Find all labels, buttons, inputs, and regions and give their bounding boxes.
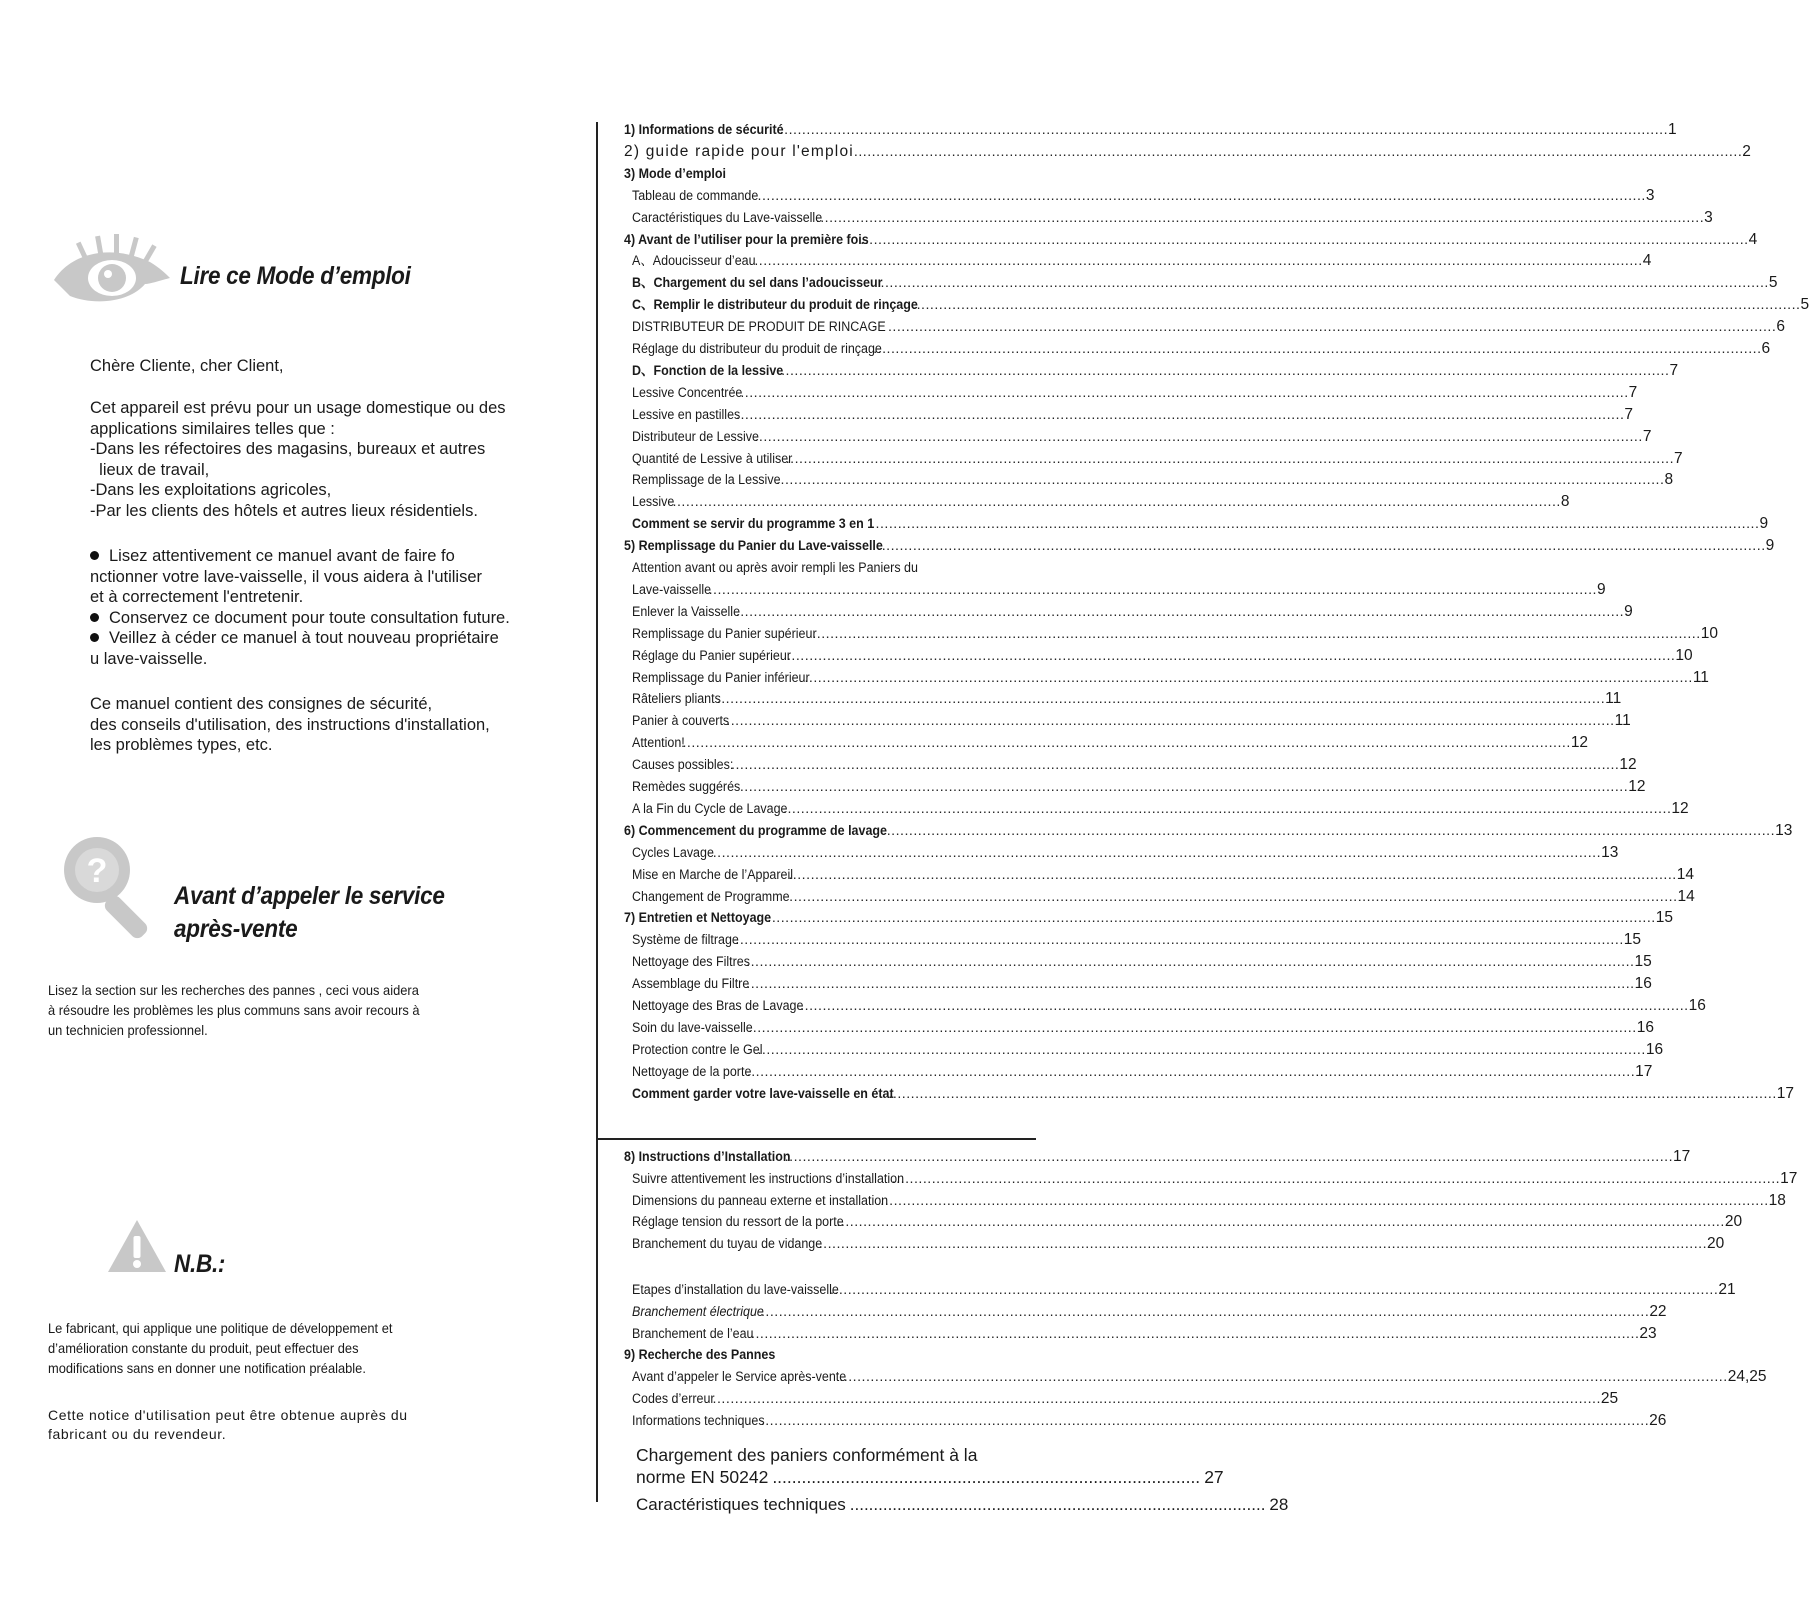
toc-entry-label: Lessive Concentrée [632,384,743,401]
toc-entry-page: 21 [1718,1281,1736,1298]
toc-entry [632,401,1634,423]
contents-line: Ce manuel contient des consignes de sécurité, [90,695,433,713]
toc-entry-page: 12 [1671,799,1689,817]
toc-leader-dots: ........................................................................................................................................................................................................ [873,341,1762,357]
toc-entry-page: 20 [1724,1213,1743,1231]
toc-entry-label: Codes d’erreur [632,1391,715,1407]
toc-entry-page: 16 [1645,1040,1664,1058]
nb-paragraph [48,1318,422,1378]
toc-entry [632,313,1785,336]
eye-icon [50,232,175,312]
toc-entry-page: 14 [1677,887,1695,905]
toc-entry-page: 8 [1560,493,1570,511]
toc-entry-page: 6 [1761,340,1771,357]
toc-entry [632,707,1631,730]
toc-entry [632,510,1769,533]
toc-entry-page: 13 [1775,821,1793,839]
toc-entry [632,1385,1619,1407]
toc-entry [632,379,1638,401]
bullet-dot-icon [90,633,99,642]
toc-entry-label: A la Fin du Cycle de Lavage [632,800,788,817]
toc-entry-label: Réglage du distributeur du produit de rinçage [632,341,882,357]
toc-entry [632,247,1652,270]
toc-entry-page: 9 [1765,537,1775,555]
toc-entry-page: 12 [1619,756,1637,774]
toc-entry-page: 17 [1776,1084,1795,1102]
toc-leader-dots: ........................................................................................................................................................................................................ [751,1325,1640,1342]
toc-entry-label: 2) guide rapide pour l'emploi [624,142,854,160]
toc-entry-page: 7 [1628,383,1638,401]
toc-entry-page: 10 [1700,624,1718,642]
toc-entry-label: Lessive en pastilles [632,406,741,423]
toc-final-row: norme EN 50242 ........................................................................................ 27 [636,1467,1224,1487]
toc-leader-dots: ........................................................................................................................................................................................................ [748,1019,1637,1036]
toc-entry-label: Nettoyage de la porte [632,1063,752,1080]
toc-leader-dots: ........................................................................................................................................................................................................ [735,603,1625,620]
toc-entry-label: Avant d’appeler le Service après-vente [632,1369,847,1386]
toc-entry-label: Réglage du Panier supérieur [632,647,791,664]
toc-leader-dots: ........................................................................................................................................................................................................ [754,428,1643,445]
bullet-dot-icon [90,613,99,622]
toc-entry [632,861,1694,883]
toc-leader-dots: ........................................................................................................................................................................................................ [757,1041,1646,1058]
toc-entry [632,1320,1657,1342]
toc-leader-dots: ........................................................................................................................................................................................................ [731,757,1620,774]
toc-entry-page: 5 [1768,274,1778,292]
toc-leader-dots: ........................................................................................................................................................................................................ [818,1236,1708,1253]
toc-entry-label: Mise en Marche de l’Appareil [632,866,793,883]
toc-leader-dots: ........................................................................................................................................................................................................ [779,122,1669,138]
toc-entry [624,1143,1691,1165]
toc-section-3 [624,1276,1767,1436]
toc-entry-page: 15 [1634,953,1652,971]
toc-entry-page: 17 [1780,1169,1798,1187]
toc-entry [624,116,1677,138]
toc-entry-label: Remplissage du Panier supérieur [632,625,817,642]
toc-entry [632,576,1606,598]
contents-line: les problèmes types, etc. [90,736,273,754]
toc-entry-page: 7 [1624,405,1634,423]
intro-line: -Dans les réfectoires des magasins, bureaux et autres [90,440,486,458]
toc-leader-dots: ........................................................................................................................................................................................................ [726,713,1615,730]
toc-entry [632,1165,1798,1187]
toc-entry-page: 9 [1624,602,1633,620]
toc-leader-dots: ........................................................................................................................................................................................................ [887,319,1777,336]
toc-entry [632,1036,1664,1058]
toc-entry-page: 13 [1601,843,1619,861]
toc-final-page: 28 [1269,1495,1289,1514]
toc-leader-dots: ........................................................................................................................................................................................................ [712,844,1602,861]
toc-entry [632,466,1674,489]
toc-entry-page: 17 [1635,1062,1653,1080]
toc-entry-page: 7 [1642,427,1652,445]
toc-leader-dots: ........................................................................................................................................................................................................ [839,1369,1728,1386]
toc-entry-label: Etapes d’installation du lave-vaisselle [632,1282,839,1298]
toc-entry-page: 6 [1776,318,1785,336]
toc-entry-page: 3 [1645,186,1655,204]
toc-leader-dots: ........................................................................................................................................................................................................ [682,735,1571,752]
toc-entry-page: 11 [1692,668,1709,686]
toc-entry-label: Changement de Programme [632,888,790,905]
toc-leader-dots: ........................................................................................................................................................................................................ [886,822,1776,839]
toc-entry-label: Dimensions du panneau externe et installation [632,1192,889,1209]
toc-entry [632,269,1778,292]
toc-leader-dots: ........................................................................................................................................................................................................ [739,779,1629,795]
toc-leader-dots: ........................................................................................................................................................................................................ [785,450,1675,467]
toc-entry-label: Râteliers pliants [632,691,721,708]
toc-leader-dots: ........................................................................................................................................................................................................ [789,888,1678,905]
toc-entry-page: 9 [1759,515,1769,533]
toc-entry [632,1276,1736,1298]
toc-leader-dots: ........................................................................................................................................................................................................ [746,976,1635,993]
service-line: Lisez la section sur les recherches des pannes , ceci vous aidera [48,982,419,998]
toc-entry-page: 26 [1649,1411,1667,1429]
toc-entry [624,138,1751,160]
toc-leader-dots: ........................................................................................................................................................................................................ [672,494,1561,511]
toc-entry-page: 10 [1675,646,1693,664]
toc-entry-page: 20 [1707,1235,1725,1253]
toc-entry [624,1341,1042,1363]
toc-entry-label: Attention avant ou après avoir rempli les Paniers du [632,560,918,576]
service-title-line2: après-vente [174,915,298,943]
toc-entry-page: 7 [1674,449,1683,467]
toc-entry [632,554,1042,576]
toc-entry-label: Système de filtrage [632,932,739,949]
intro-line: lieux de travail, [90,460,210,479]
toc-leader-dots: ........................................................................................................................................................................................................ [712,1391,1601,1407]
contents-paragraph [90,694,490,756]
toc-leader-dots: ........................................................................................................................................................................................................ [708,581,1597,598]
nb-line: modifications sans en donner une notification préalable. [48,1360,366,1376]
toc-entry-label: Cycles Lavage [632,844,714,861]
toc-leader-dots: ........................................................................................................................................................................................................ [776,472,1665,489]
toc-entry [632,948,1652,971]
toc-entry-page: 3 [1704,208,1713,226]
toc-entry-label: Soin du lave-vaisselle [632,1019,753,1036]
toc-entry-label: Causes possibles: [632,757,734,774]
toc-final-row: Caractéristiques techniques ........................................................................................ 28 [636,1495,1289,1514]
toc-entry-label: 7) Entretien et Nettoyage [624,910,772,927]
toc-leader-dots: ........................................................................................................................................................................................................ [880,1192,1769,1209]
toc-entry-page: 7 [1669,361,1679,379]
toc-entry-label: Réglage tension du ressort de la porte [632,1214,844,1231]
toc-leader-dots: ........................................................................................................................................................................................................ [781,362,1670,379]
toc-entry [632,1014,1654,1036]
toc-leader-dots: ........................................................................................................................................................................................................ [912,297,1801,314]
toc-entry-label: DISTRIBUTEUR DE PRODUIT DE RINCAGE [632,319,886,336]
toc-entry [624,532,1775,555]
intro-paragraph [90,398,506,521]
toc-entry-label: Branchement du tuyau de vidange [632,1236,823,1253]
toc-entry [632,685,1622,708]
toc-leader-dots: ........................................................................................................................................................................................................ [829,1282,1719,1298]
toc-final-line1: Chargement des paniers conformément à la [636,1445,978,1465]
toc-leader-dots: ........................................................................................................................................................................................................ [788,866,1677,883]
toc-entry [632,1058,1653,1080]
toc-leader-dots: ........................................................................................................................................................................................................ [812,625,1701,642]
toc-entry-label: 5) Remplissage du Panier du Lave-vaisselle [624,538,883,555]
toc-entry-page: 18 [1768,1191,1786,1209]
toc-leader-dots: ........................................................................................................................................................................................................ [754,253,1643,270]
toc-leader-dots: ........................................................................................................................................................................................................ [860,231,1749,248]
intro-line: Cet appareil est prévu pour un usage domestique ou des [90,399,506,417]
toc-entry-page: 25 [1600,1390,1619,1407]
contents-line: des conseils d'utilisation, des instructions d'installation, [90,715,490,734]
toc-entry [632,1407,1667,1429]
toc-leader-dots: ........................................................................................................................................................................................................ [783,800,1672,817]
toc-entry-page: 12 [1628,778,1646,795]
toc-leader-dots: ........................................................................................................................................................................................................ [891,1170,1781,1187]
toc-entry [632,204,1713,226]
toc-entry [632,642,1693,664]
toc-vertical-rule-bottom [596,1138,598,1502]
toc-entry [632,729,1589,752]
toc-entry-label: C、Remplir le distributeur du produit de rinçage [632,297,918,314]
toc-leader-dots: ........................................................................................................................................................................................................ [716,691,1606,708]
toc-leader-dots: ........................................................................................................................................................................................................ [767,910,1656,927]
toc-entry-label: D、Fonction de la lessive [632,362,784,379]
toc-entry-page: 23 [1639,1324,1657,1342]
toc-entry-label: Remplissage de la Lessive [632,472,781,489]
toc-leader-dots: ........................................................................................................................................................................................................ [888,1085,1777,1102]
toc-entry [624,817,1793,839]
service-title-line1: Avant d’appeler le service [174,882,445,910]
toc-final-block [636,1444,1289,1516]
toc-entry-label: A、Adoucisseur d’eau [632,253,756,270]
toc-entry [632,1363,1767,1386]
toc-entry-label: Remèdes suggérés [632,779,741,795]
toc-entry [632,992,1706,1014]
toc-final-page: 27 [1204,1467,1224,1487]
toc-leader-dots: ........................................................................................................................................................................................................ [735,932,1624,949]
toc-entry [624,226,1758,248]
bullet-list [90,546,510,669]
toc-entry [632,423,1652,445]
svg-text:?: ? [86,852,108,890]
nb-line: Le fabricant, qui applique une politique de développement et [48,1320,393,1336]
toc-entry-page: 24,25 [1727,1368,1767,1386]
toc-final-label: Caractéristiques techniques [636,1495,846,1514]
toc-entry-label: Lave-vaisselle [632,581,712,598]
toc-entry [632,488,1570,511]
toc-entry-label: Enlever la Vaisselle [632,603,741,620]
toc-entry-page: 5 [1800,296,1809,314]
toc-entry-page: 15 [1655,909,1673,927]
toc-entry [632,795,1689,817]
toc-leader-dots: ........................................................................................................................................................................................................ [784,1149,1674,1165]
service-line: un technicien professionnel. [48,1022,208,1038]
toc-entry-label: Comment garder votre lave-vaisselle en état [632,1085,894,1102]
notice-line: fabricant ou du revendeur. [48,1426,227,1442]
toc-entry [632,751,1637,774]
bullet-item: Conservez ce document pour toute consultation future. [90,608,510,629]
toc-entry-label: Informations techniques [632,1412,765,1429]
toc-leader-dots: ........................................................................................................................................................................................................ [760,1412,1650,1429]
toc-entry-page: 11 [1605,690,1622,708]
toc-entry-page: 16 [1636,1018,1654,1036]
toc-entry [632,620,1718,642]
toc-entry-page: 1 [1668,121,1677,138]
toc-final-label: norme EN 50242 [636,1467,769,1487]
toc-entry [632,926,1642,949]
toc-entry [632,1080,1795,1102]
toc-leader-dots: ........................................................................................................................................................................................................ [786,647,1676,664]
toc-leader-dots: ........................................................................................................................................................................................................ [877,538,1766,555]
toc-section-1 [624,116,1809,1116]
toc-entry-label: Distributeur de Lessive [632,428,759,445]
read-manual-title: Lire ce Mode d’emploi [180,262,411,290]
toc-entry-label: Nettoyage des Filtres [632,954,750,971]
bullet-dot-icon [90,551,99,560]
toc-entry-label: Quantité de Lessive à utiliser [632,450,793,467]
toc-entry [632,1298,1667,1320]
toc-entry-label: 6) Commencement du programme de lavage [624,822,887,839]
toc-entry-label: Suivre attentivement les instructions d’installation [632,1170,905,1187]
toc-entry-label: Caractéristiques du Lave-vaisselle [632,209,823,226]
toc-leader-dots: ........................................................................................................................................................................................................ [746,1063,1636,1080]
toc-entry-label: 8) Instructions d’Installation [624,1149,791,1165]
toc-leader-dots: ........................................................................................................................................................................................................ [760,1303,1650,1320]
toc-entry [624,160,1042,182]
toc-entry-label: 1) Informations de sécurité [624,122,784,138]
toc-entry-page: 17 [1673,1148,1691,1165]
toc-entry-page: 9 [1596,580,1606,598]
intro-line: -Dans les exploitations agricoles, [90,481,332,499]
toc-entry-page: 2 [1742,142,1751,160]
bullet-item: Lisez attentivement ce manuel avant de faire fo [90,546,510,567]
toc-entry-label: Branchement électrique [632,1303,764,1320]
toc-entry [632,1208,1743,1231]
toc-entry [632,970,1652,993]
toc-section-2 [624,1143,1798,1263]
toc-entry-page: 16 [1634,975,1652,993]
toc-entry [632,1187,1786,1209]
toc-entry-page: 12 [1570,734,1589,752]
toc-entry-label: Nettoyage des Bras de Lavage [632,998,804,1014]
toc-entry-page: 4 [1748,230,1758,248]
toc-entry [632,291,1809,314]
notice-paragraph [48,1406,408,1444]
toc-entry-label: Comment se servir du programme 3 en 1 [632,516,875,533]
toc-leader-dots: ........................................................................................................................................................................................................ [880,275,1769,292]
toc-leader-dots: ........................................................................................................................................................................................................ [757,187,1646,204]
toc-entry-label: Tableau de commande [632,187,759,204]
bullet-item-cont: u lave-vaisselle. [90,649,208,668]
bullet-item-cont: nctionner votre lave-vaisselle, il vous aidera à l'utiliser [90,567,482,586]
toc-entry-label: Assemblage du Filtre [632,976,750,993]
toc-leader-dots: ........................................................................................................................................................................................................ [746,954,1635,971]
toc-entry [632,664,1709,686]
service-line: à résoudre les problèmes les plus communs sans avoir recours à [48,1002,420,1018]
intro-line: -Par les clients des hôtels et autres lieux résidentiels. [90,501,478,520]
toc-entry-label: Lessive [632,494,675,511]
toc-entry-label: Branchement de l’eau [632,1325,754,1342]
toc-entry-page: 14 [1676,865,1694,883]
toc-entry-label: Remplissage du Panier inférieur [632,669,810,686]
toc-entry-label: Protection contre le Gel [632,1041,763,1058]
toc-entry [632,335,1771,357]
toc-entry-page: 22 [1649,1302,1667,1320]
intro-line: applications similaires telles que : [90,419,335,438]
bullet-item: Veillez à céder ce manuel à tout nouveau propriétaire [90,628,510,649]
notice-line: Cette notice d'utilisation peut être obtenue auprès du [48,1407,408,1423]
toc-vertical-rule-top [596,122,598,1138]
toc-entry-page: 15 [1623,931,1642,949]
toc-horizontal-rule [596,1138,1036,1140]
toc-entry-page: 4 [1642,252,1652,270]
toc-leader-dots: ........................................................................................................................................................................................................ [853,143,1743,160]
bullet-item-cont: et à correctement l'entretenir. [90,588,304,606]
toc-entry-label: B、Chargement du sel dans l’adoucisseur [632,275,883,292]
toc-entry-label: 4) Avant de l’utiliser pour la première fois [624,231,869,248]
toc-leader-dots: ........................................................................................................................................................................................................ [804,669,1693,686]
toc-entry-label: Panier à couverts [632,713,730,730]
toc-entry [632,357,1679,379]
toc-entry-page: 11 [1614,712,1631,730]
toc-entry-label: 3) Mode d’emploi [624,165,726,182]
toc-leader-dots: ........................................................................................................................................................................................................ [800,998,1689,1014]
nb-line: d’amélioration constante du produit, peut effectuer des [48,1340,359,1356]
toc-entry-label: Attention! [632,735,685,752]
toc-leader-dots: ........................................................................................................................................................................................................ [736,406,1625,423]
toc-leader-dots: ........................................................................................................................................................................................................ [836,1214,1725,1231]
warning-icon [106,1218,168,1274]
toc-leader-dots: ........................................................................................................................................................................................................ [815,209,1705,226]
service-paragraph [48,980,452,1040]
toc-entry-page: 8 [1664,471,1674,489]
greeting: Chère Cliente, cher Client, [90,357,284,375]
toc-entry [632,773,1646,795]
toc-entry-label: 9) Recherche des Pannes [624,1347,776,1364]
magnifier-question-icon [55,830,170,945]
toc-entry-page: 16 [1688,997,1706,1014]
toc-entry [632,1230,1725,1253]
toc-leader-dots: ........................................................................................................................................................................................................ [871,516,1760,533]
toc-entry [632,598,1633,620]
toc-entry [632,883,1695,905]
toc-leader-dots: ........................................................................................................................................................................................................ [740,384,1629,401]
toc-entry [632,839,1619,861]
toc-entry [632,445,1683,467]
toc-entry [632,182,1655,204]
nb-title: N.B.: [174,1250,226,1278]
toc-entry [624,904,1673,927]
